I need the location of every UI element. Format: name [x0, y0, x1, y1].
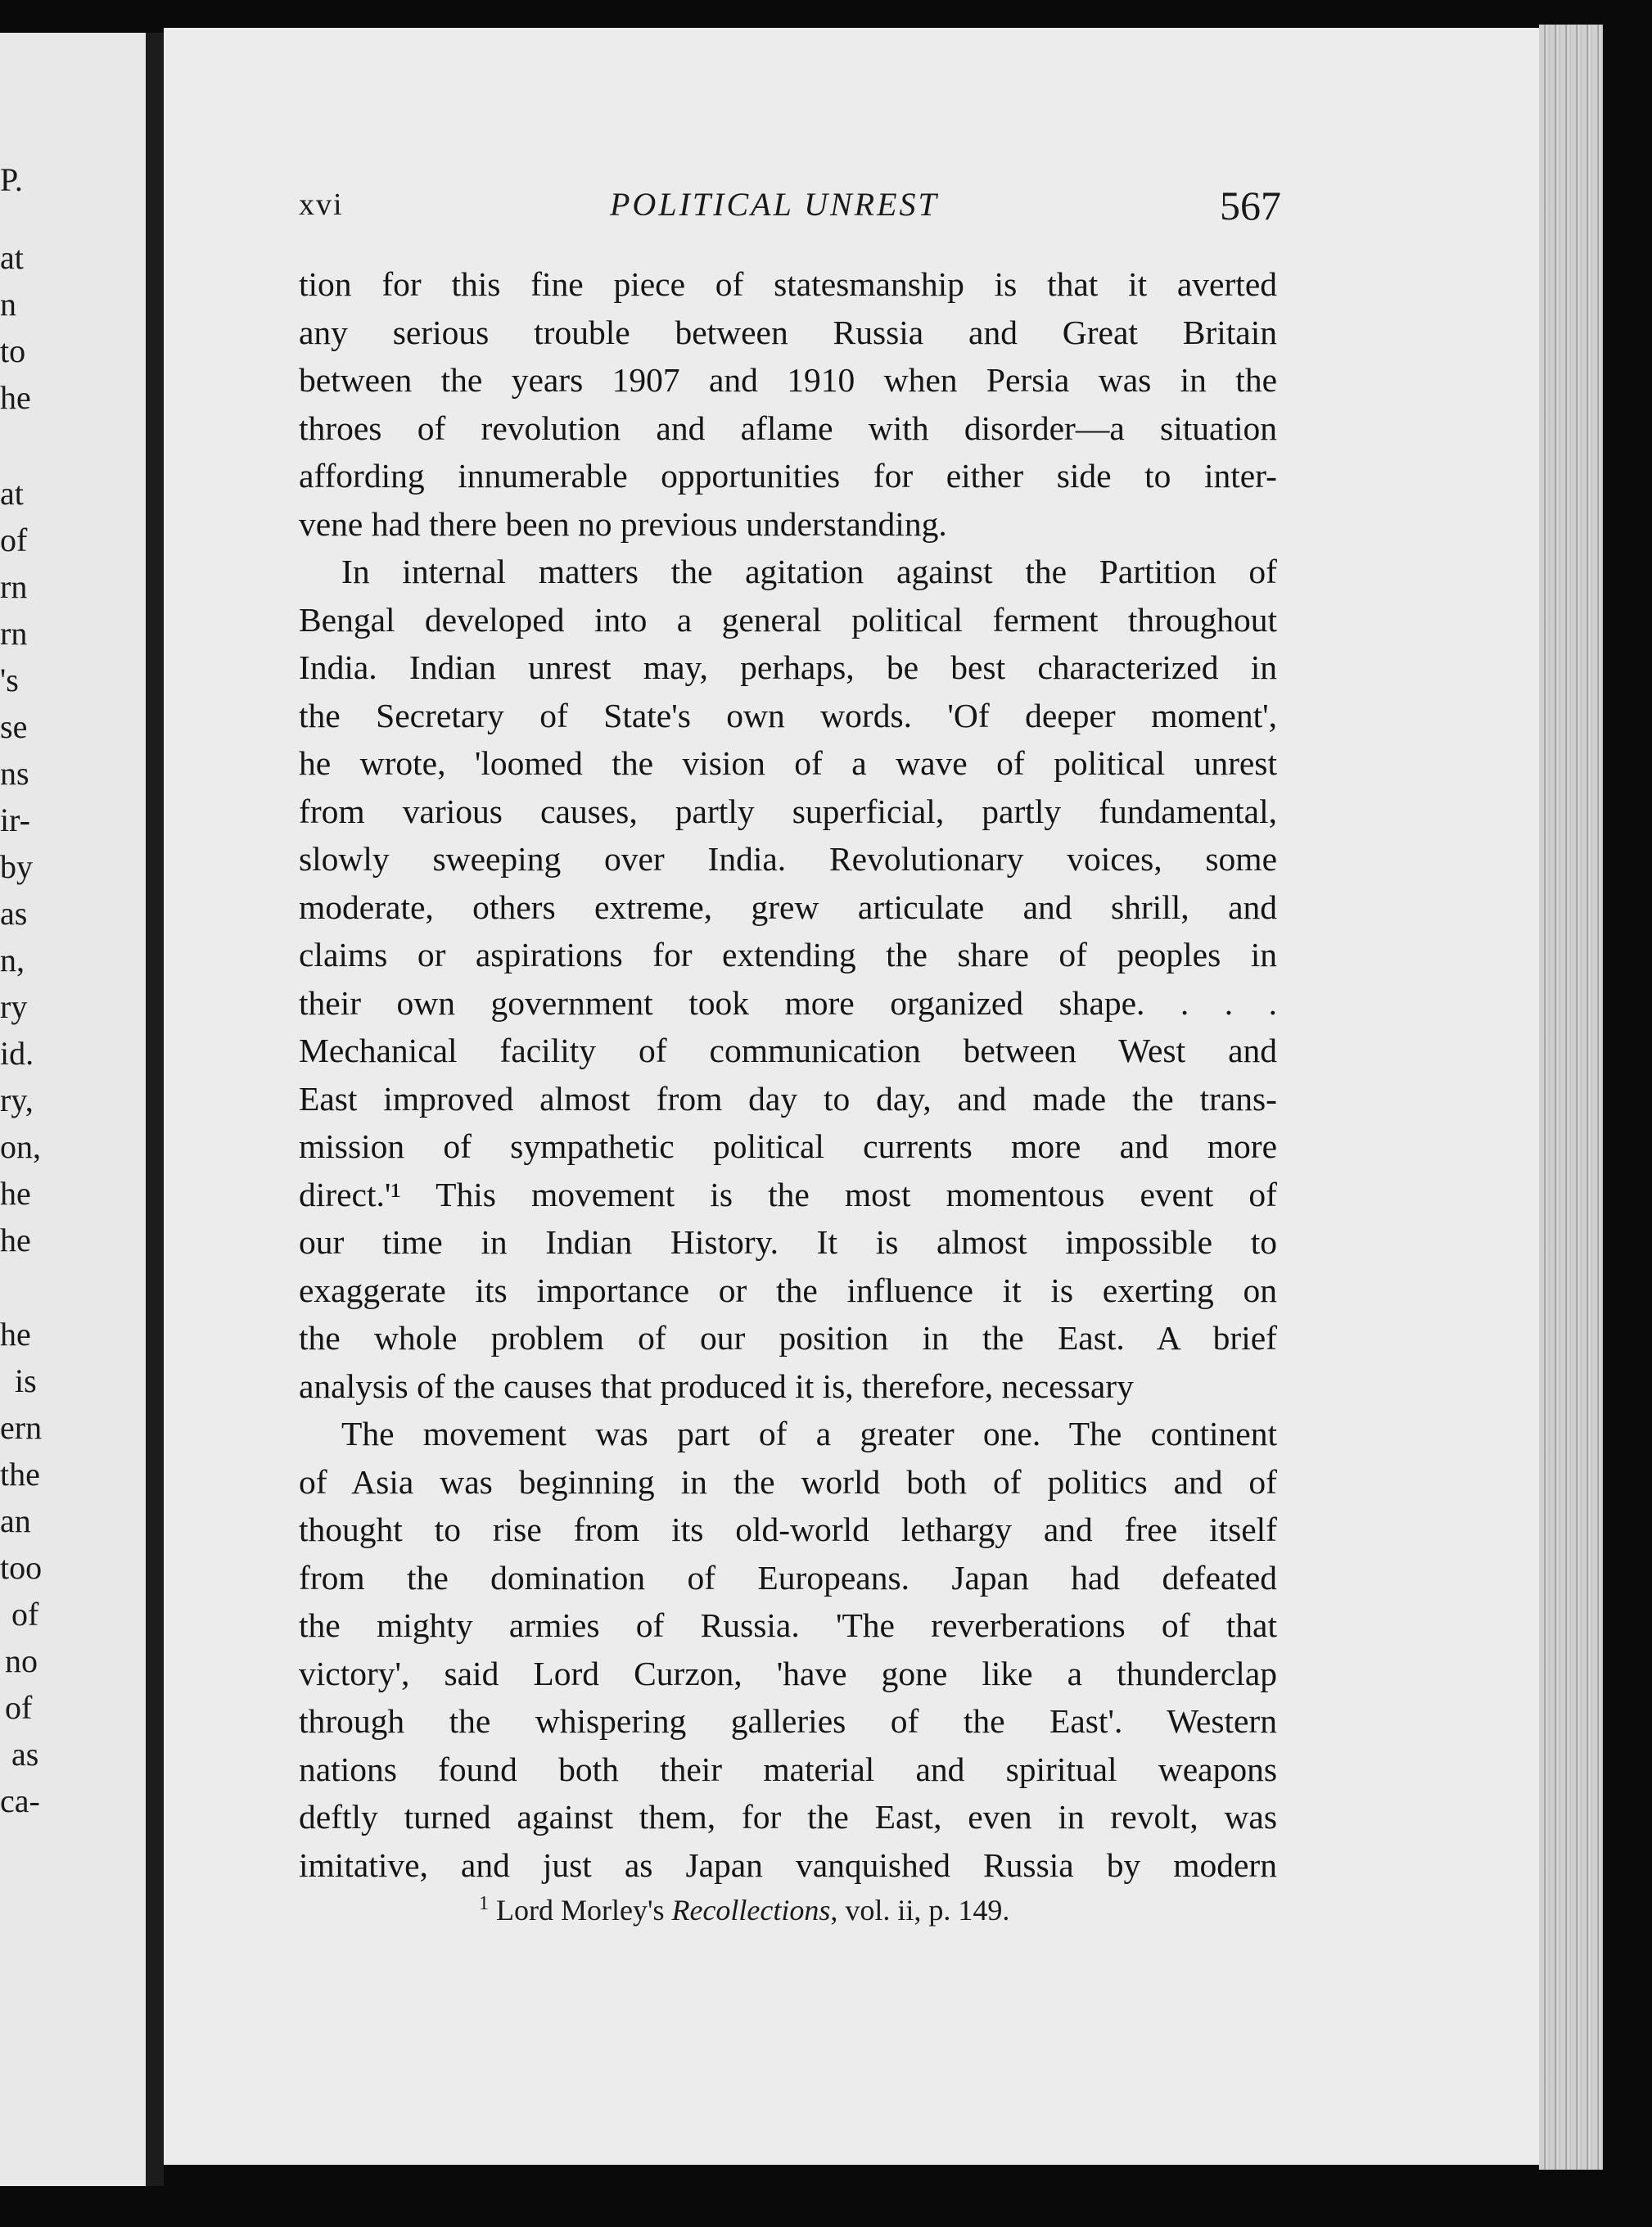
text-line: he wrote, 'loomed the vision of a wave of political unrest: [299, 744, 1277, 782]
left-fragment: rn: [0, 615, 28, 652]
left-fragment: by: [0, 848, 33, 885]
left-fragment: of: [0, 522, 28, 558]
left-fragment: ry,: [0, 1082, 34, 1118]
text-line: from the domination of Europeans. Japan had defeated: [299, 1558, 1277, 1597]
left-fragment: rn: [0, 568, 28, 605]
left-fragment: as: [0, 895, 28, 932]
text-line: tion for this fine piece of statesmanship is that it averted: [299, 265, 1277, 303]
left-fragment: 's: [0, 662, 19, 698]
text-line: exaggerate its importance or the influence it is exerting on: [299, 1271, 1277, 1309]
left-fragment: of: [5, 1689, 33, 1726]
text-line: Mechanical facility of communication between West and: [299, 1032, 1277, 1069]
left-fragment: se: [0, 708, 28, 745]
text-line: from various causes, partly superficial, partly fundamental,: [299, 792, 1277, 830]
text-line: India. Indian unrest may, perhaps, be best characterized in: [299, 648, 1277, 686]
left-fragment: the: [0, 1456, 40, 1493]
text-line: victory', said Lord Curzon, 'have gone like a thunderclap: [299, 1654, 1277, 1692]
left-fragment: he: [0, 379, 31, 416]
footnote-reference: , vol. ii, p. 149.: [830, 1894, 1010, 1927]
page-number: 567: [1220, 183, 1281, 228]
text-line: thought to rise from its old-world lethargy and free itself: [299, 1511, 1277, 1548]
text-line: claims or aspirations for extending the share of peoples in: [299, 936, 1277, 973]
footnote: [479, 1893, 1009, 1927]
running-header: [299, 178, 1281, 228]
left-fragment: ry: [0, 988, 28, 1025]
left-fragment: he: [0, 1316, 31, 1353]
text-line: any serious trouble between Russia and Great Britain: [299, 313, 1277, 351]
text-line: our time in Indian History. It is almost impossible to: [299, 1223, 1277, 1261]
running-title: POLITICAL UNREST: [610, 186, 939, 223]
left-fragment: id.: [0, 1035, 34, 1072]
text-line: Bengal developed into a general political ferment throughout: [299, 600, 1277, 639]
left-fragment: at: [0, 239, 24, 276]
text-line: deftly turned against them, for the East, even in revolt, was: [299, 1798, 1277, 1836]
left-fragment: ir-: [0, 802, 30, 838]
text-line: East improved almost from day to day, and made the trans-: [299, 1079, 1277, 1118]
left-fragment: an: [0, 1502, 31, 1539]
left-fragment: he: [0, 1222, 31, 1258]
text-line: through the whispering galleries of the East'. Western: [299, 1702, 1277, 1740]
text-line: of Asia was beginning in the world both of politics and of: [299, 1462, 1277, 1501]
text-line: the mighty armies of Russia. 'The reverberations of that: [299, 1606, 1277, 1644]
left-fragment: too: [0, 1549, 43, 1586]
section-number: xvi: [299, 187, 344, 222]
text-line: direct.'¹ This movement is the most momentous event of: [299, 1175, 1277, 1213]
text-line: the Secretary of State's own words. 'Of deeper moment',: [299, 696, 1277, 734]
left-fragment: n,: [0, 942, 25, 978]
left-fragment: ern: [0, 1409, 43, 1446]
text-line: vene had there been no previous understanding.: [299, 504, 947, 543]
footnote-marker: 1: [479, 1893, 489, 1914]
text-line: The movement was part of a greater one. The continent: [341, 1415, 1277, 1452]
page-edges: [1539, 25, 1603, 2170]
left-fragment: P.: [0, 161, 23, 198]
text-line: the whole problem of our position in the East. A brief: [299, 1319, 1277, 1357]
text-line: analysis of the causes that produced it is, therefore, necessary: [299, 1366, 1134, 1405]
left-fragment: ca-: [0, 1782, 40, 1819]
book-gutter: [146, 33, 164, 2186]
left-fragment: ns: [0, 755, 29, 792]
text-line: imitative, and just as Japan vanquished Russia by modern: [299, 1845, 1277, 1884]
left-fragment: to: [0, 332, 26, 369]
footnote-text: Lord Morley's: [496, 1894, 665, 1927]
left-fragment: is: [15, 1362, 37, 1399]
text-line: affording innumerable opportunities for either side to inter-: [299, 457, 1277, 495]
text-line: slowly sweeping over India. Revolutionary voices, some: [299, 840, 1277, 878]
left-fragment: as: [11, 1736, 39, 1773]
left-fragment: on,: [0, 1128, 41, 1165]
left-fragment: no: [5, 1642, 38, 1679]
text-line: mission of sympathetic political currents more and more: [299, 1127, 1277, 1165]
page-body: [299, 260, 1277, 1889]
left-fragment: of: [11, 1596, 39, 1633]
text-line: their own government took more organized shape. . . .: [299, 983, 1277, 1022]
footnote-title: Recollections: [671, 1894, 831, 1927]
left-fragment: at: [0, 475, 24, 512]
left-fragment: n: [0, 286, 16, 323]
text-line: In internal matters the agitation against the Partition of: [341, 553, 1277, 590]
text-line: moderate, others extreme, grew articulate and shrill, and: [299, 888, 1277, 926]
text-line: nations found both their material and spiritual weapons: [299, 1750, 1277, 1788]
left-fragment: he: [0, 1175, 31, 1212]
text-line: throes of revolution and aflame with disorder—a situation: [299, 409, 1277, 447]
left-page-edge: [0, 33, 146, 2186]
text-line: between the years 1907 and 1910 when Persia was in the: [299, 361, 1277, 399]
